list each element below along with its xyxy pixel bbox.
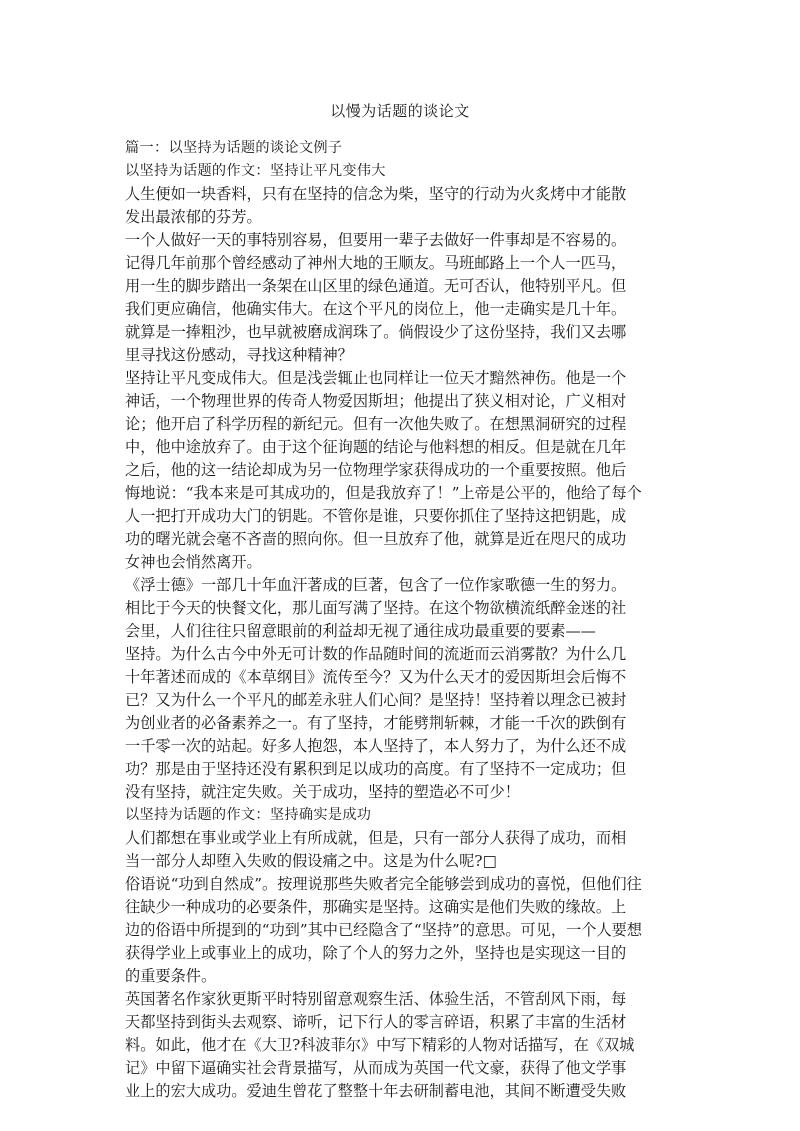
document-title: 以慢为话题的谈论文 xyxy=(330,102,470,120)
text-line: 料。如此，他才在《大卫?科波菲尔》中写下精彩的人物对话描写，在《双城 xyxy=(125,1036,635,1054)
text-line: 坚持。为什么古今中外无可计数的作品随时间的流逝而云消雾散？为什么几 xyxy=(125,645,627,663)
text-line: 记》中留下逼确实社会背景描写，从而成为英国一代文豪，获得了他文学事 xyxy=(125,1059,627,1077)
text-line: 之后，他的这一结论却成为另一位物理学家获得成功的一个重要按照。他后 xyxy=(125,461,627,479)
text-line: 以坚持为话题的作文：坚持确实是成功 xyxy=(125,807,372,823)
text-line: 神话，一个物理世界的传奇人物爱因斯坦；他提出了狭义相对论，广义相对 xyxy=(125,392,627,410)
text-line: 人一把打开成功大门的钥匙。不管你是谁，只要你抓住了坚持这把钥匙，成 xyxy=(125,507,627,525)
text-line: 里寻找这份感动，寻找这种精神？ xyxy=(125,346,353,364)
text-line: 《浮士德》一部几十年血汗著成的巨著，包含了一位作家歌德一生的努力。 xyxy=(125,576,627,594)
text-line: 十年著述而成的《本草纲目》流传至今？又为什么天才的爱因斯坦会后悔不 xyxy=(125,668,627,686)
text-line: 论；他开启了科学历程的新纪元。但有一次他失败了。在想黑洞研究的过程 xyxy=(125,415,627,433)
text-line: 人生便如一块香料，只有在坚持的信念为柴，坚守的行动为火炙烤中才能散 xyxy=(125,185,627,203)
text-line: 没有坚持，就注定失败。关于成功，坚持的塑造必不可少！ xyxy=(125,783,520,801)
text-line: 人们都想在事业或学业上有所成就，但是，只有一部分人获得了成功，而相 xyxy=(125,829,627,847)
text-line: 会里，人们往往只留意眼前的利益却无视了通往成功最重要的要素—— xyxy=(125,622,596,640)
text-line: 就算是一捧粗沙，也早就被磨成润珠了。倘假设少了这份坚持，我们又去哪 xyxy=(125,323,627,341)
text-line: 功的曙光就会毫不吝啬的照向你。但一旦放弃了他，就算是近在咫尺的成功 xyxy=(125,530,627,548)
text-line: 我们更应确信，他确实伟大。在这个平凡的岗位上，他一走确实是几十年。 xyxy=(125,300,627,318)
text-line: 英国著名作家狄更斯平时特别留意观察生活、体验生活，不管刮风下雨，每 xyxy=(125,990,627,1008)
text-line: 以坚持为话题的作文：坚持让平凡变伟大 xyxy=(125,163,386,179)
text-line: 篇一：以坚持为话题的谈论文例子 xyxy=(125,140,343,156)
text-line: 坚持让平凡变成伟大。但是浅尝辄止也同样让一位天才黯然神伤。他是一个 xyxy=(125,369,627,387)
text-line: 已？又为什么一个平凡的邮差永驻人们心间？是坚持！坚持着以理念已被封 xyxy=(125,691,627,709)
text-line: 获得学业上或事业上的成功，除了个人的努力之外，坚持也是实现这一目的 xyxy=(125,944,627,962)
text-line: 功？那是由于坚持还没有累积到足以成功的高度。有了坚持不一定成功；但 xyxy=(125,760,627,778)
document-body xyxy=(125,137,657,1103)
text-line: 往缺少一种成功的必要条件，那确实是坚持。这确实是他们失败的缘故。上 xyxy=(125,898,627,916)
text-line: 当一部分人却堕入失败的假设痛之中。这是为什么呢?□ xyxy=(125,852,497,870)
text-line: 一个人做好一天的事特别容易，但要用一辈子去做好一件事却是不容易的。 xyxy=(125,231,627,249)
text-line: 悔地说：“我本来是可其成功的，但是我放弃了！”上帝是公平的，他给了每个 xyxy=(125,484,642,502)
text-line: 业上的宏大成功。爱迪生曾花了整整十年去研制蓄电池，其间不断遭受失败 xyxy=(125,1082,627,1100)
text-line: 为创业者的必备素养之一。有了坚持，才能劈荆斩棘，才能一千次的跌倒有 xyxy=(125,714,627,732)
text-line: 相比于今天的快餐文化，那儿面写满了坚持。在这个物欲横流纸醉金迷的社 xyxy=(125,599,627,617)
text-line: 一千零一次的站起。好多人抱怨，本人坚持了，本人努力了，为什么还不成 xyxy=(125,737,627,755)
text-line: 边的俗语中所提到的“功到”其中已经隐含了“坚持”的意思。可见，一个人要想 xyxy=(125,921,643,939)
text-line: 用一生的脚步踏出一条架在山区里的绿色通道。无可否认，他特别平凡。但 xyxy=(125,277,627,295)
text-line: 发出最浓郁的芬芳。 xyxy=(125,208,262,226)
text-line: 的重要条件。 xyxy=(125,967,217,985)
text-line: 俗语说“功到自然成”。按理说那些失败者完全能够尝到成功的喜悦，但他们往 xyxy=(125,875,642,893)
text-line: 中，他中途放弃了。由于这个征询题的结论与他料想的相反。但是就在几年 xyxy=(125,438,627,456)
text-line: 记得几年前那个曾经感动了神州大地的王顺友。马班邮路上一个人一匹马， xyxy=(125,254,627,272)
text-line: 天都坚持到街头去观察、谛听，记下行人的零言碎语，积累了丰富的生活材 xyxy=(125,1013,627,1031)
text-line: 女神也会悄然离开。 xyxy=(125,553,262,571)
